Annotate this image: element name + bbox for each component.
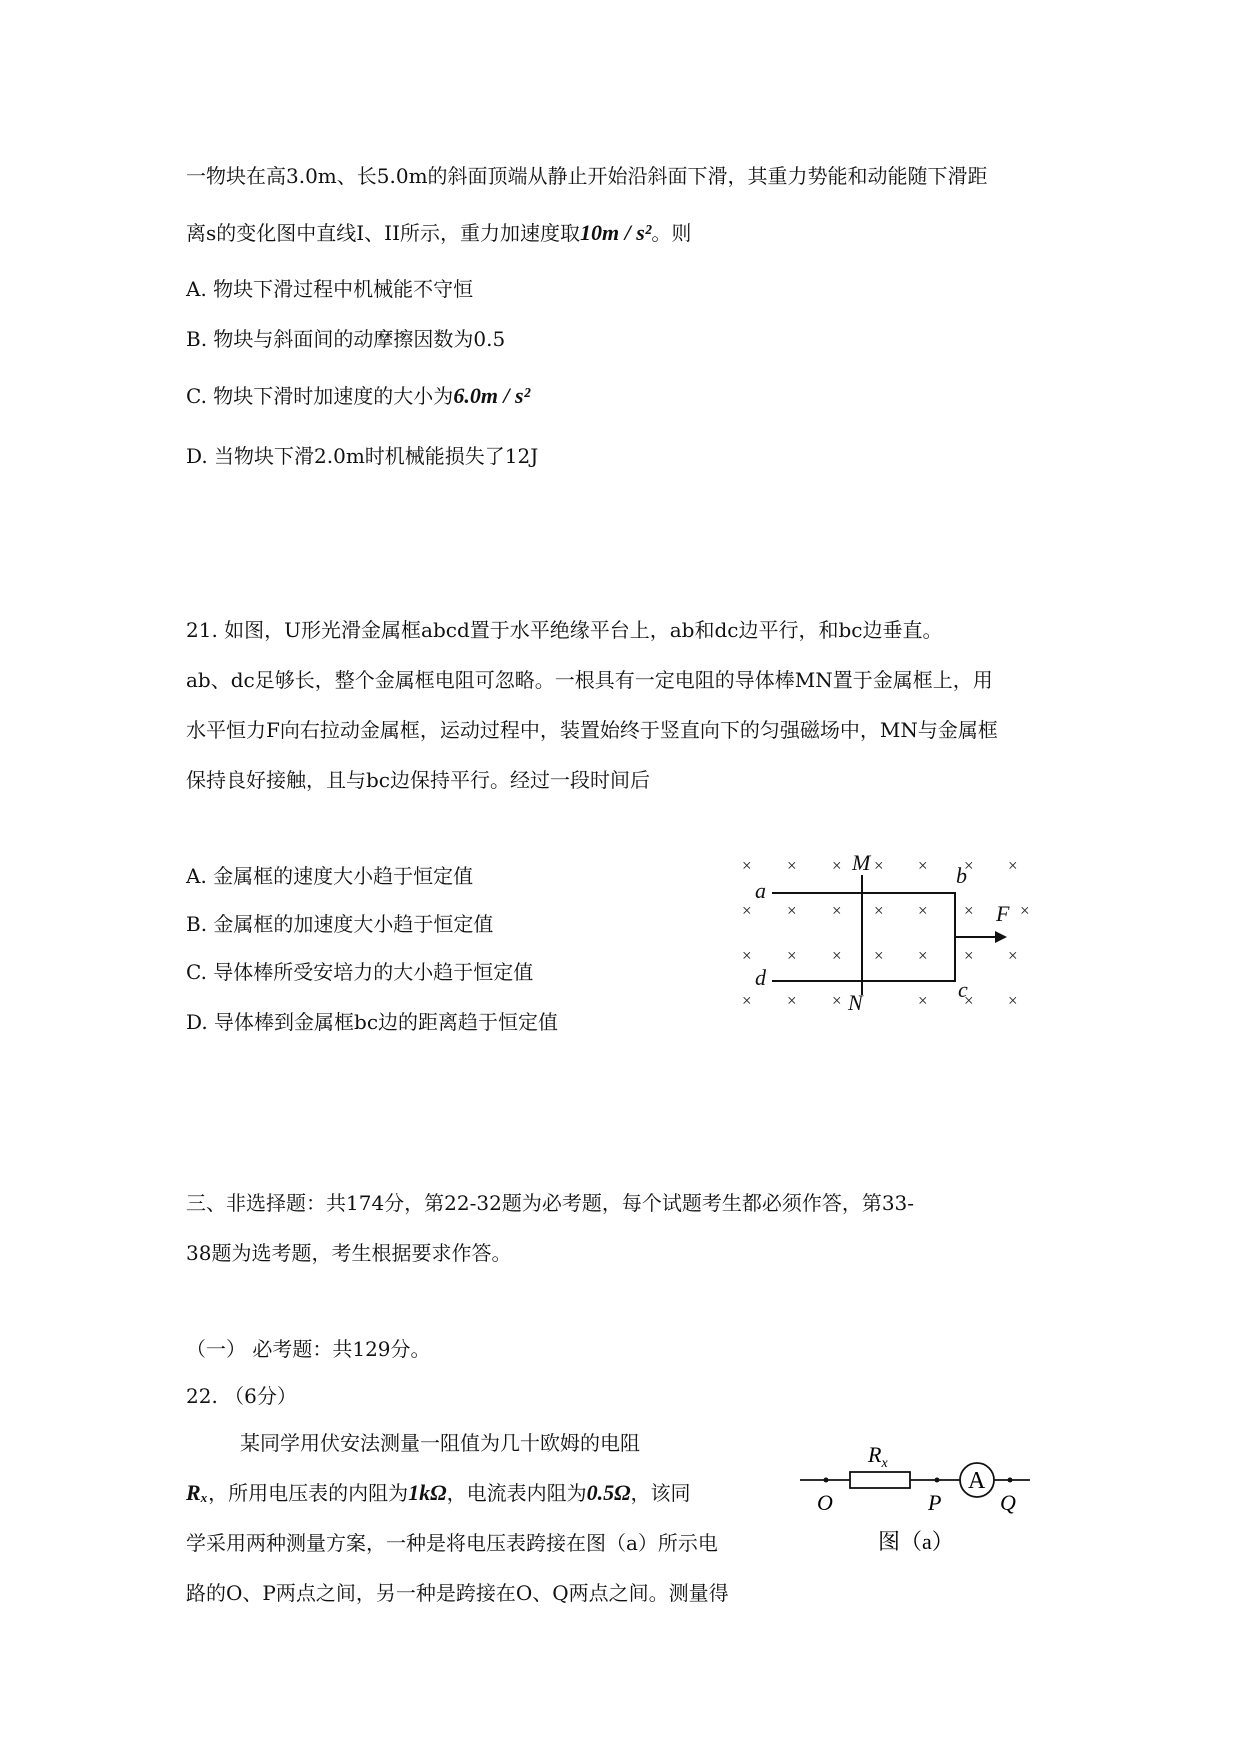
label-n: N — [848, 990, 863, 1015]
section3-subheading: （一） 必考题：共129分。 — [186, 1337, 431, 1361]
q21-option-c: C. 导体棒所受安培力的大小趋于恒定值 — [186, 960, 534, 984]
q22-line3: 学采用两种测量方案，一种是将电压表跨接在图（a）所示电 — [186, 1531, 718, 1555]
q22-ammeter-resistance: 0.5Ω — [586, 1480, 631, 1505]
label-b: b — [956, 863, 967, 888]
section3-line1: 三、非选择题：共174分，第22-32题为必考题，每个试题考生都必须作答，第33- — [186, 1191, 915, 1215]
cross-mark: × — [918, 856, 928, 875]
q22-voltmeter-resistance: 1kΩ — [408, 1480, 447, 1505]
cross-mark: × — [874, 901, 884, 920]
q20-stem-line2 — [186, 220, 691, 246]
q22-line2 — [186, 1480, 691, 1506]
cross-mark: × — [874, 946, 884, 965]
cross-mark: × — [787, 856, 797, 875]
q20-option-d: D. 当物块下滑2.0m时机械能损失了12J — [186, 444, 539, 468]
label-p: P — [928, 1490, 942, 1515]
cross-mark: × — [874, 856, 884, 875]
q22-line1: 某同学用伏安法测量一阻值为几十欧姆的电阻 — [240, 1431, 640, 1455]
cross-mark: × — [1008, 946, 1018, 965]
resistor-label-r: R — [868, 1442, 882, 1467]
node-p — [935, 1478, 940, 1483]
q20-stem-line2-pre: 离s的变化图中直线I、II所示，重力加速度取 — [186, 221, 580, 245]
label-q: Q — [1000, 1490, 1016, 1515]
node-q — [1008, 1478, 1013, 1483]
section3-line2: 38题为选考题，考生根据要求作答。 — [186, 1241, 512, 1265]
q20-option-a: A. 物块下滑过程中机械能不守恒 — [186, 277, 474, 301]
node-o — [824, 1478, 829, 1483]
cross-mark: × — [832, 946, 842, 965]
q20-option-c-text: C. 物块下滑时加速度的大小为 — [186, 384, 454, 408]
cross-mark: × — [918, 901, 928, 920]
cross-mark: × — [787, 901, 797, 920]
label-a: a — [755, 878, 766, 903]
cross-mark: × — [832, 901, 842, 920]
cross-mark: × — [787, 991, 797, 1010]
label-c: c — [958, 977, 968, 1002]
cross-mark: × — [964, 901, 974, 920]
q21-line1: 21. 如图，U形光滑金属框abcd置于水平绝缘平台上，ab和dc边平行，和bc边垂直。 — [186, 618, 943, 642]
cross-mark: × — [742, 946, 752, 965]
cross-mark: × — [918, 946, 928, 965]
force-arrowhead — [995, 931, 1007, 943]
cross-mark: × — [742, 991, 752, 1010]
cross-mark: × — [742, 901, 752, 920]
cross-mark: × — [964, 856, 974, 875]
resistor-rx — [850, 1472, 910, 1488]
q20-option-c-unit: 6.0m / s² — [453, 383, 531, 408]
q20-stem-line1: 一物块在高3.0m、长5.0m的斜面顶端从静止开始沿斜面下滑，其重力势能和动能随下滑距 — [186, 164, 988, 188]
q22-line2-a: ，所用电压表的内阻为 — [208, 1481, 409, 1505]
q22-header: 22. （6分） — [186, 1384, 297, 1408]
cross-mark: × — [964, 991, 974, 1010]
q20-option-b: B. 物块与斜面间的动摩擦因数为0.5 — [186, 327, 506, 351]
q22-rx-symbol: Rₓ — [186, 1480, 209, 1505]
figure-caption: 图（a） — [878, 1529, 954, 1554]
label-d: d — [755, 965, 766, 990]
label-o: O — [817, 1490, 833, 1515]
resistor-label — [867, 1442, 888, 1471]
cross-mark: × — [787, 946, 797, 965]
q21-option-b: B. 金属框的加速度大小趋于恒定值 — [186, 912, 494, 936]
resistor-label-sub: x — [881, 1456, 888, 1471]
q22-line2-c: ，该同 — [630, 1481, 691, 1505]
q22-circuit-figure — [790, 1430, 1040, 1560]
q21-line2: ab、dc足够长，整个金属框电阻可忽略。一根具有一定电阻的导体棒MN置于金属框上，用 — [186, 668, 993, 692]
q20-option-c — [186, 383, 530, 409]
cross-mark: × — [1008, 856, 1018, 875]
q20-stem-line2-post: 。则 — [651, 221, 692, 245]
q20-acceleration-unit: 10m / s² — [579, 220, 652, 245]
q21-line3: 水平恒力F向右拉动金属框，运动过程中，装置始终于竖直向下的匀强磁场中，MN与金属框 — [186, 718, 998, 742]
ammeter-label: A — [968, 1468, 986, 1494]
cross-mark: × — [964, 946, 974, 965]
cross-mark: × — [1020, 901, 1030, 920]
cross-mark: × — [832, 856, 842, 875]
q22-line4: 路的O、P两点之间，另一种是跨接在O、Q两点之间。测量得 — [186, 1581, 729, 1605]
q21-option-d: D. 导体棒到金属框bc边的距离趋于恒定值 — [186, 1010, 559, 1034]
q21-option-a: A. 金属框的速度大小趋于恒定值 — [186, 864, 474, 888]
label-f: F — [996, 901, 1010, 926]
q21-line4: 保持良好接触，且与bc边保持平行。经过一段时间后 — [186, 768, 651, 792]
cross-mark: × — [832, 991, 842, 1010]
cross-mark: × — [1008, 991, 1018, 1010]
q21-figure — [700, 845, 1060, 1020]
cross-mark: × — [742, 856, 752, 875]
cross-mark: × — [918, 991, 928, 1010]
q22-line2-b: ，电流表内阻为 — [446, 1481, 587, 1505]
label-m: M — [852, 850, 871, 875]
